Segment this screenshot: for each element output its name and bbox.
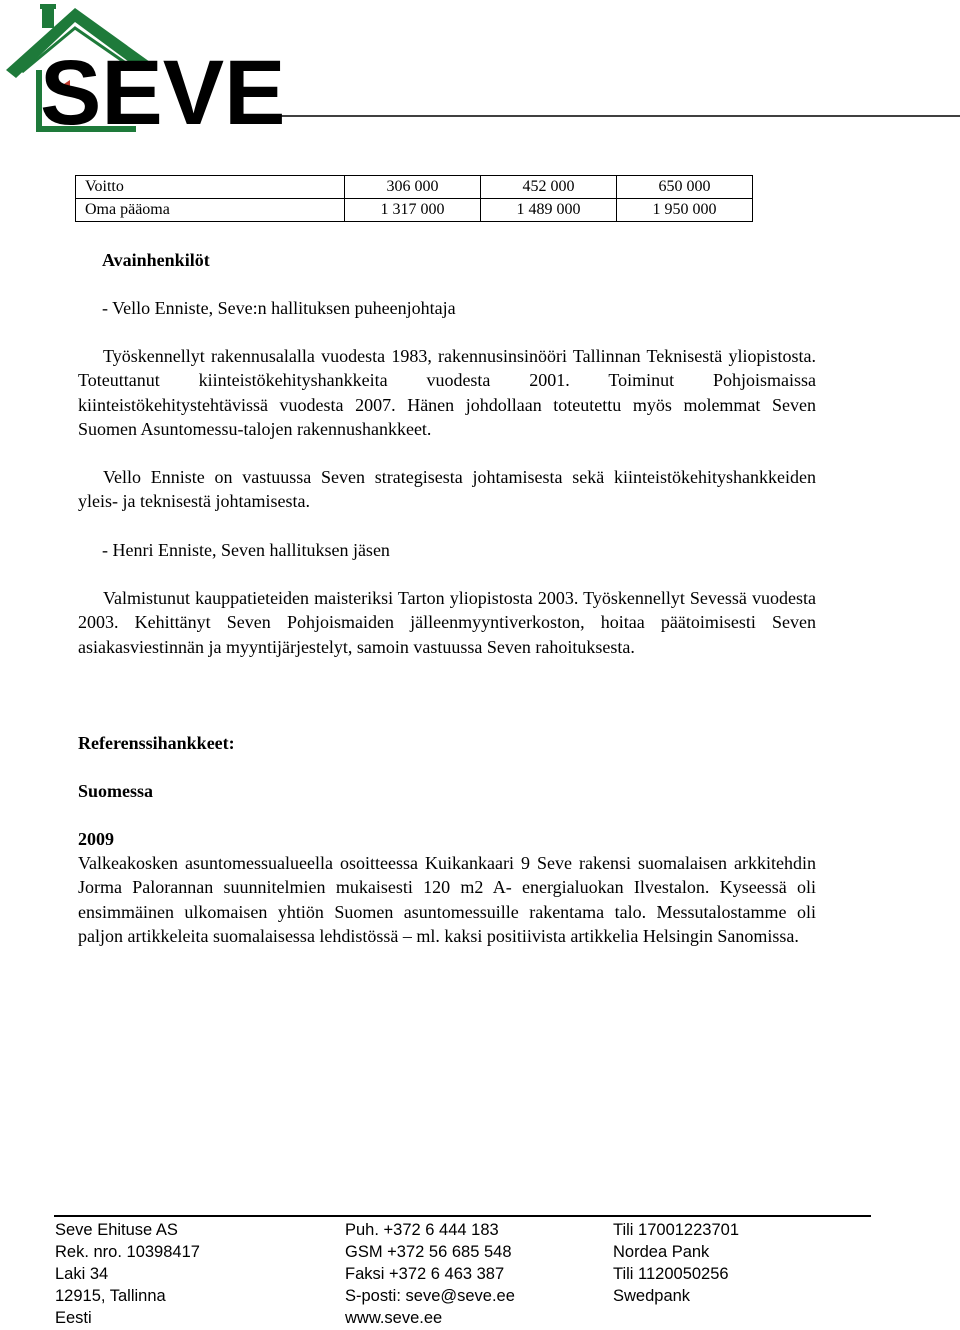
table-row — [76, 199, 753, 222]
references-text: Valkeakosken asuntomessualueella osoitteessa Kuikankaari 9 Seve rakensi suomalaisen arkkitehdin Jorma Palorannan suunnitelmien mukaisesti 120 m2 A- energialuokan Ilvestalon. Kyseessä oli ensimmäinen ulkomaisen yhtiön Suomen asuntomessuille rakentama talo. Messutalostamme oli paljon artikkeleita suomalaisessa lehdistössä – ml. kaksi positiivista artikkelia Helsingin Sanomissa. — [78, 853, 816, 946]
references-heading: Referenssihankkeet: — [78, 733, 235, 753]
footer-line: Nordea Pank — [613, 1243, 710, 1261]
cell-value: 452 000 — [481, 176, 617, 199]
cell-value: 650 000 — [617, 176, 753, 199]
footer-line: Laki 34 — [55, 1265, 109, 1283]
footer-line: Swedpank — [613, 1287, 691, 1305]
cell-value: 1 950 000 — [617, 199, 753, 222]
financial-table — [75, 175, 753, 222]
footer-line: Tili 17001223701 — [613, 1221, 739, 1239]
references-region: Suomessa — [78, 781, 154, 801]
footer-fax: Faksi +372 6 463 387 — [345, 1265, 505, 1283]
person1-paragraph-1: Työskennellyt rakennusalalla vuodesta 1983, rakennusinsinööri Tallinnan Teknisestä yliopistosta. Toteuttanut kiinteistökehityshankkeita vuodesta 2001. Toiminut Pohjoismaissa kiinteistökehitystehtävissä vuodesta 2007. Hänen johdollaan toteutettu myös molemmat Seven Suomen Asuntomessu-talojen rakennushankkeet. — [78, 346, 816, 439]
person1-title: - Vello Enniste, Seve:n hallituksen puheenjohtaja — [102, 298, 456, 318]
footer-bank-column — [613, 1219, 739, 1307]
key-people-heading: Avainhenkilöt — [102, 250, 210, 270]
footer-divider — [54, 1215, 871, 1217]
footer-phone: Puh. +372 6 444 183 — [345, 1221, 499, 1239]
footer-line: 12915, Tallinna — [55, 1287, 166, 1305]
person2-paragraph-1: Valmistunut kauppatieteiden maisteriksi Tarton yliopistosta 2003. Työskennellyt Sevessä vuodesta 2003. Kehittänyt Seven Pohjoismaiden jälleenmyyntiverkoston, hoitaa päätoimisesti Seven asiakasviestinnän ja myyntijärjestelyt, samoin vastuussa Seven rahoituksesta. — [78, 588, 816, 657]
footer-line: Eesti — [55, 1309, 92, 1327]
footer-gsm: GSM +372 56 685 548 — [345, 1243, 512, 1261]
footer-website[interactable]: www.seve.ee — [345, 1309, 443, 1327]
footer-company-column — [55, 1219, 200, 1329]
logo-wordmark: SEVE — [40, 42, 286, 144]
row-label: Voitto — [76, 176, 345, 199]
row-label: Oma pääoma — [76, 199, 345, 222]
cell-value: 306 000 — [345, 176, 481, 199]
footer-contact-column — [345, 1219, 515, 1329]
table-row — [76, 176, 753, 199]
references-year: 2009 — [78, 829, 114, 849]
footer-line: Rek. nro. 10398417 — [55, 1243, 200, 1261]
footer-line: Tili 1120050256 — [613, 1265, 729, 1283]
footer-email[interactable]: S-posti: seve@seve.ee — [345, 1287, 515, 1305]
person2-title: - Henri Enniste, Seven hallituksen jäsen — [102, 540, 390, 560]
person1-paragraph-2: Vello Enniste on vastuussa Seven strategisesta johtamisesta sekä kiinteistökehityshankkeiden yleis- ja teknisestä johtamisesta. — [78, 467, 816, 512]
cell-value: 1 489 000 — [481, 199, 617, 222]
cell-value: 1 317 000 — [345, 199, 481, 222]
footer-line: Seve Ehituse AS — [55, 1221, 178, 1239]
